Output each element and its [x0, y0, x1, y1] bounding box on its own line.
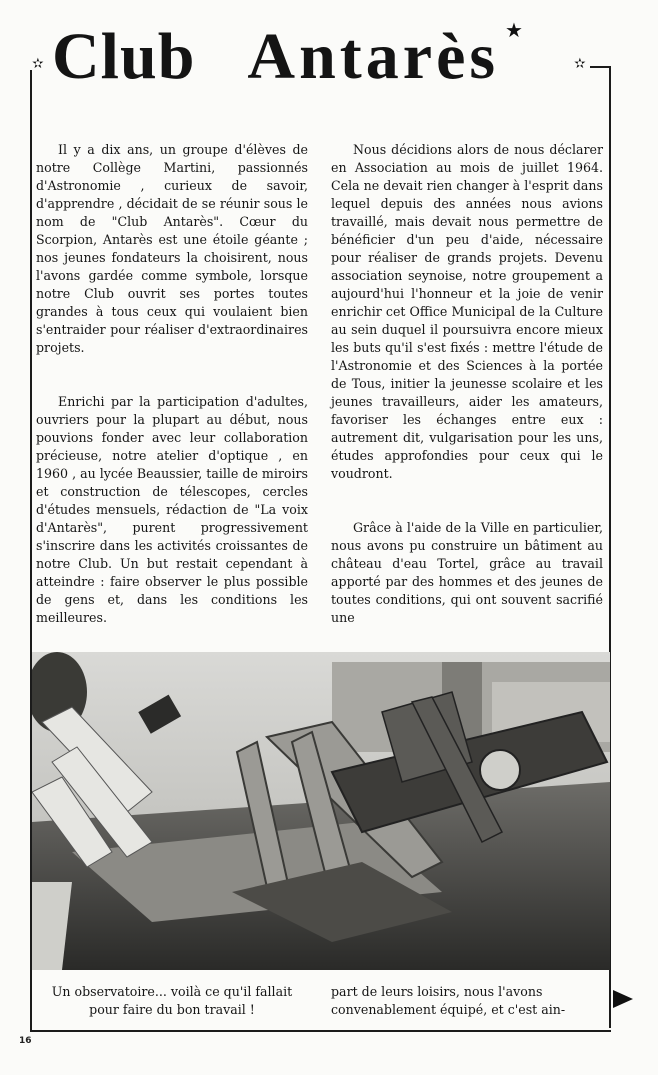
- continuation-text: [331, 983, 607, 1019]
- telescope-illustration: [32, 652, 610, 970]
- article-column-left: [36, 141, 308, 663]
- page-number: 16: [19, 1036, 32, 1046]
- observatory-photo: [32, 652, 610, 970]
- article-column-right: [331, 141, 603, 663]
- paragraph: Il y a dix ans, un groupe d'élèves de notre Collège Martini, passionnés d'Astronomie , curieux de savoir, d'apprendre , décidait de se réunir sous le nom de "Club Antarès". Cœur du Scorpion, Antarès est une étoile géante ; nos jeunes fondateurs la choisirent, nous l'avons gardée comme symbole, lorsque notre Club ouvrit ses portes toutes grandes à tous ceux qui voulaient bien s'entraider pour réaliser d'extraordinaires projets.: [36, 142, 308, 355]
- star-icon: ✫: [574, 56, 586, 72]
- page-title: [52, 18, 612, 96]
- title-word-club: Club: [52, 20, 196, 93]
- paragraph: Nous décidions alors de nous déclarer en Association au mois de juillet 1964. Cela ne devait rien changer à l'esprit dans lequel depuis des années nous avions travaillé, mais devait nous permettre de bénéficier d'un peu d'aide, nécessaire pour réaliser de grands projets. Devenu association seynoise, notre groupement a aujourd'hui l'honneur et la joie de venir enrichir cet Office Municipal de la Culture au sein duquel il poursuivra encore mieux les buts qu'il s'est fixés : mettre l'étude de l'Astronomie et des Sciences à la portée de Tous, initier la jeunesse scolaire et les jeunes travailleurs, aider les amateurs, favoriser les échanges entre eux : autrement dit, vulgarisation pour les uns, études approfondies pour ceux qui le voudront.: [331, 142, 603, 481]
- frame-bottom-border: [30, 1030, 611, 1032]
- frame-top-right-border: [590, 66, 611, 68]
- continuation-line: convenablement équipé, et c'est ain-: [331, 1002, 566, 1017]
- title-word-antares: Antarès: [247, 20, 500, 93]
- paragraph: Grâce à l'aide de la Ville en particulier, nous avons pu construire un bâtiment au château d'eau Tortel, grâce au travail apporté par des hommes et des jeunes de toutes conditions, qui ont souvent sacrifié une: [331, 520, 603, 625]
- right-triangle-icon: [613, 990, 633, 1008]
- star-icon: ✫: [32, 56, 44, 72]
- continuation-line: part de leurs loisirs, nous l'avons: [331, 984, 543, 999]
- star-icon: ★: [505, 18, 523, 42]
- paragraph: Enrichi par la participation d'adultes, ouvriers pour la plupart au début, nous pouvions fonder avec leur collaboration précieuse, notre atelier d'optique , en 1960 , au lycée Beaussier, taille de miroirs et construction de télescopes, cercles d'études mensuels, rédaction de "La voix d'Antarès", purent progressivement s'inscrire dans les activités croissantes de notre Club. Un but restait cependant à atteindre : faire observer le plus possible de gens et, dans les conditions les meilleures.: [36, 394, 308, 625]
- photo-caption: Un observatoire... voilà ce qu'il fallait pour faire du bon travail !: [51, 984, 293, 1017]
